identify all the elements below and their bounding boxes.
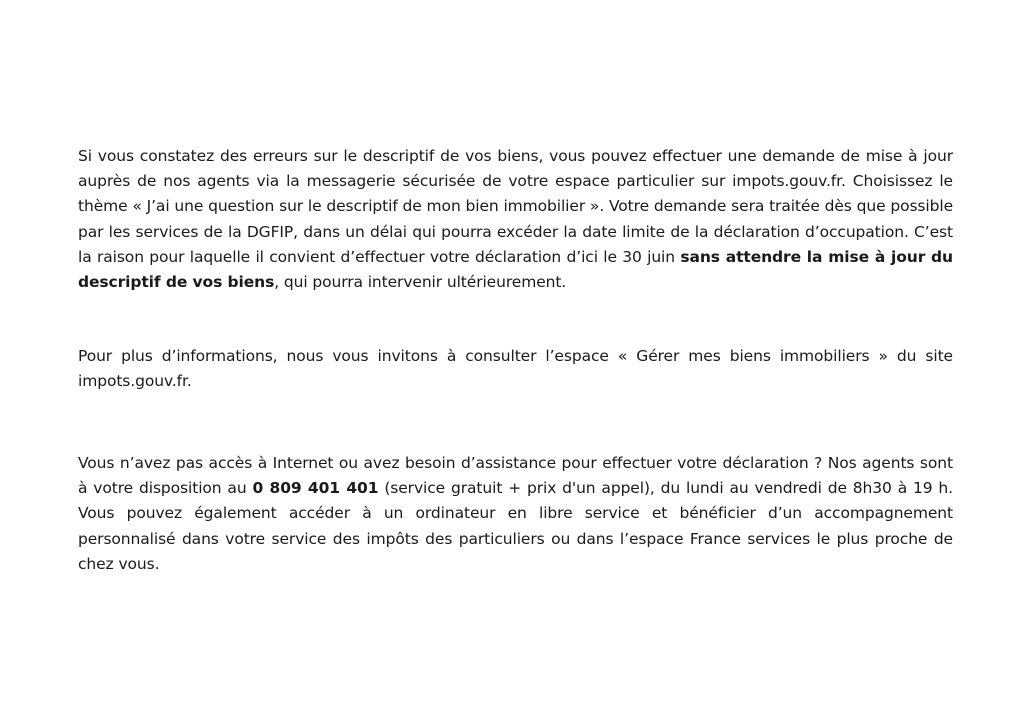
paragraph-text: Vous n’avez pas accès à Internet ou avez besoin d’assistance pour effectuer votre déclaration ? Nos agents sont à votre disposition au bbox=[78, 454, 953, 498]
emphasis-text: sans attendre la mise à jour du descriptif de vos biens bbox=[78, 247, 953, 292]
paragraph-text: (service gratuit + prix d'un appel), du lundi au vendredi de 8h30 à 19 h. Vous pouvez également accéder à un ordinateur en libre service et bénéficier d’un accompagnement personnalisé dans votre service des impôts des particuliers ou dans l’espace France services le plus proche de chez vous. bbox=[78, 479, 953, 573]
paragraph-correction-request bbox=[78, 144, 953, 295]
paragraph-more-info bbox=[78, 344, 953, 394]
paragraph-text: Si vous constatez des erreurs sur le descriptif de vos biens, vous pouvez effectuer une demande de mise à jour auprès de nos agents via la messagerie sécurisée de votre espace particulier sur impots.gouv.fr. Choisissez le thème « J’ai une question sur le descriptif de mon bien immobilier ». Votre demande sera traitée dès que possible par les services de la DGFIP, dans un délai qui pourra excéder la date limite de la déclaration d’occupation. C’est la raison pour laquelle il convient d’effectuer votre déclaration d’ici le 30 juin bbox=[78, 147, 953, 266]
phone-number: 0 809 401 401 bbox=[252, 479, 379, 498]
paragraph-text: Pour plus d’informations, nous vous invitons à consulter l’espace « Gérer mes biens immobiliers » du site impots.gouv.fr. bbox=[78, 347, 953, 391]
paragraph-text: , qui pourra intervenir ultérieurement. bbox=[274, 273, 567, 292]
paragraph-assistance bbox=[78, 451, 953, 577]
